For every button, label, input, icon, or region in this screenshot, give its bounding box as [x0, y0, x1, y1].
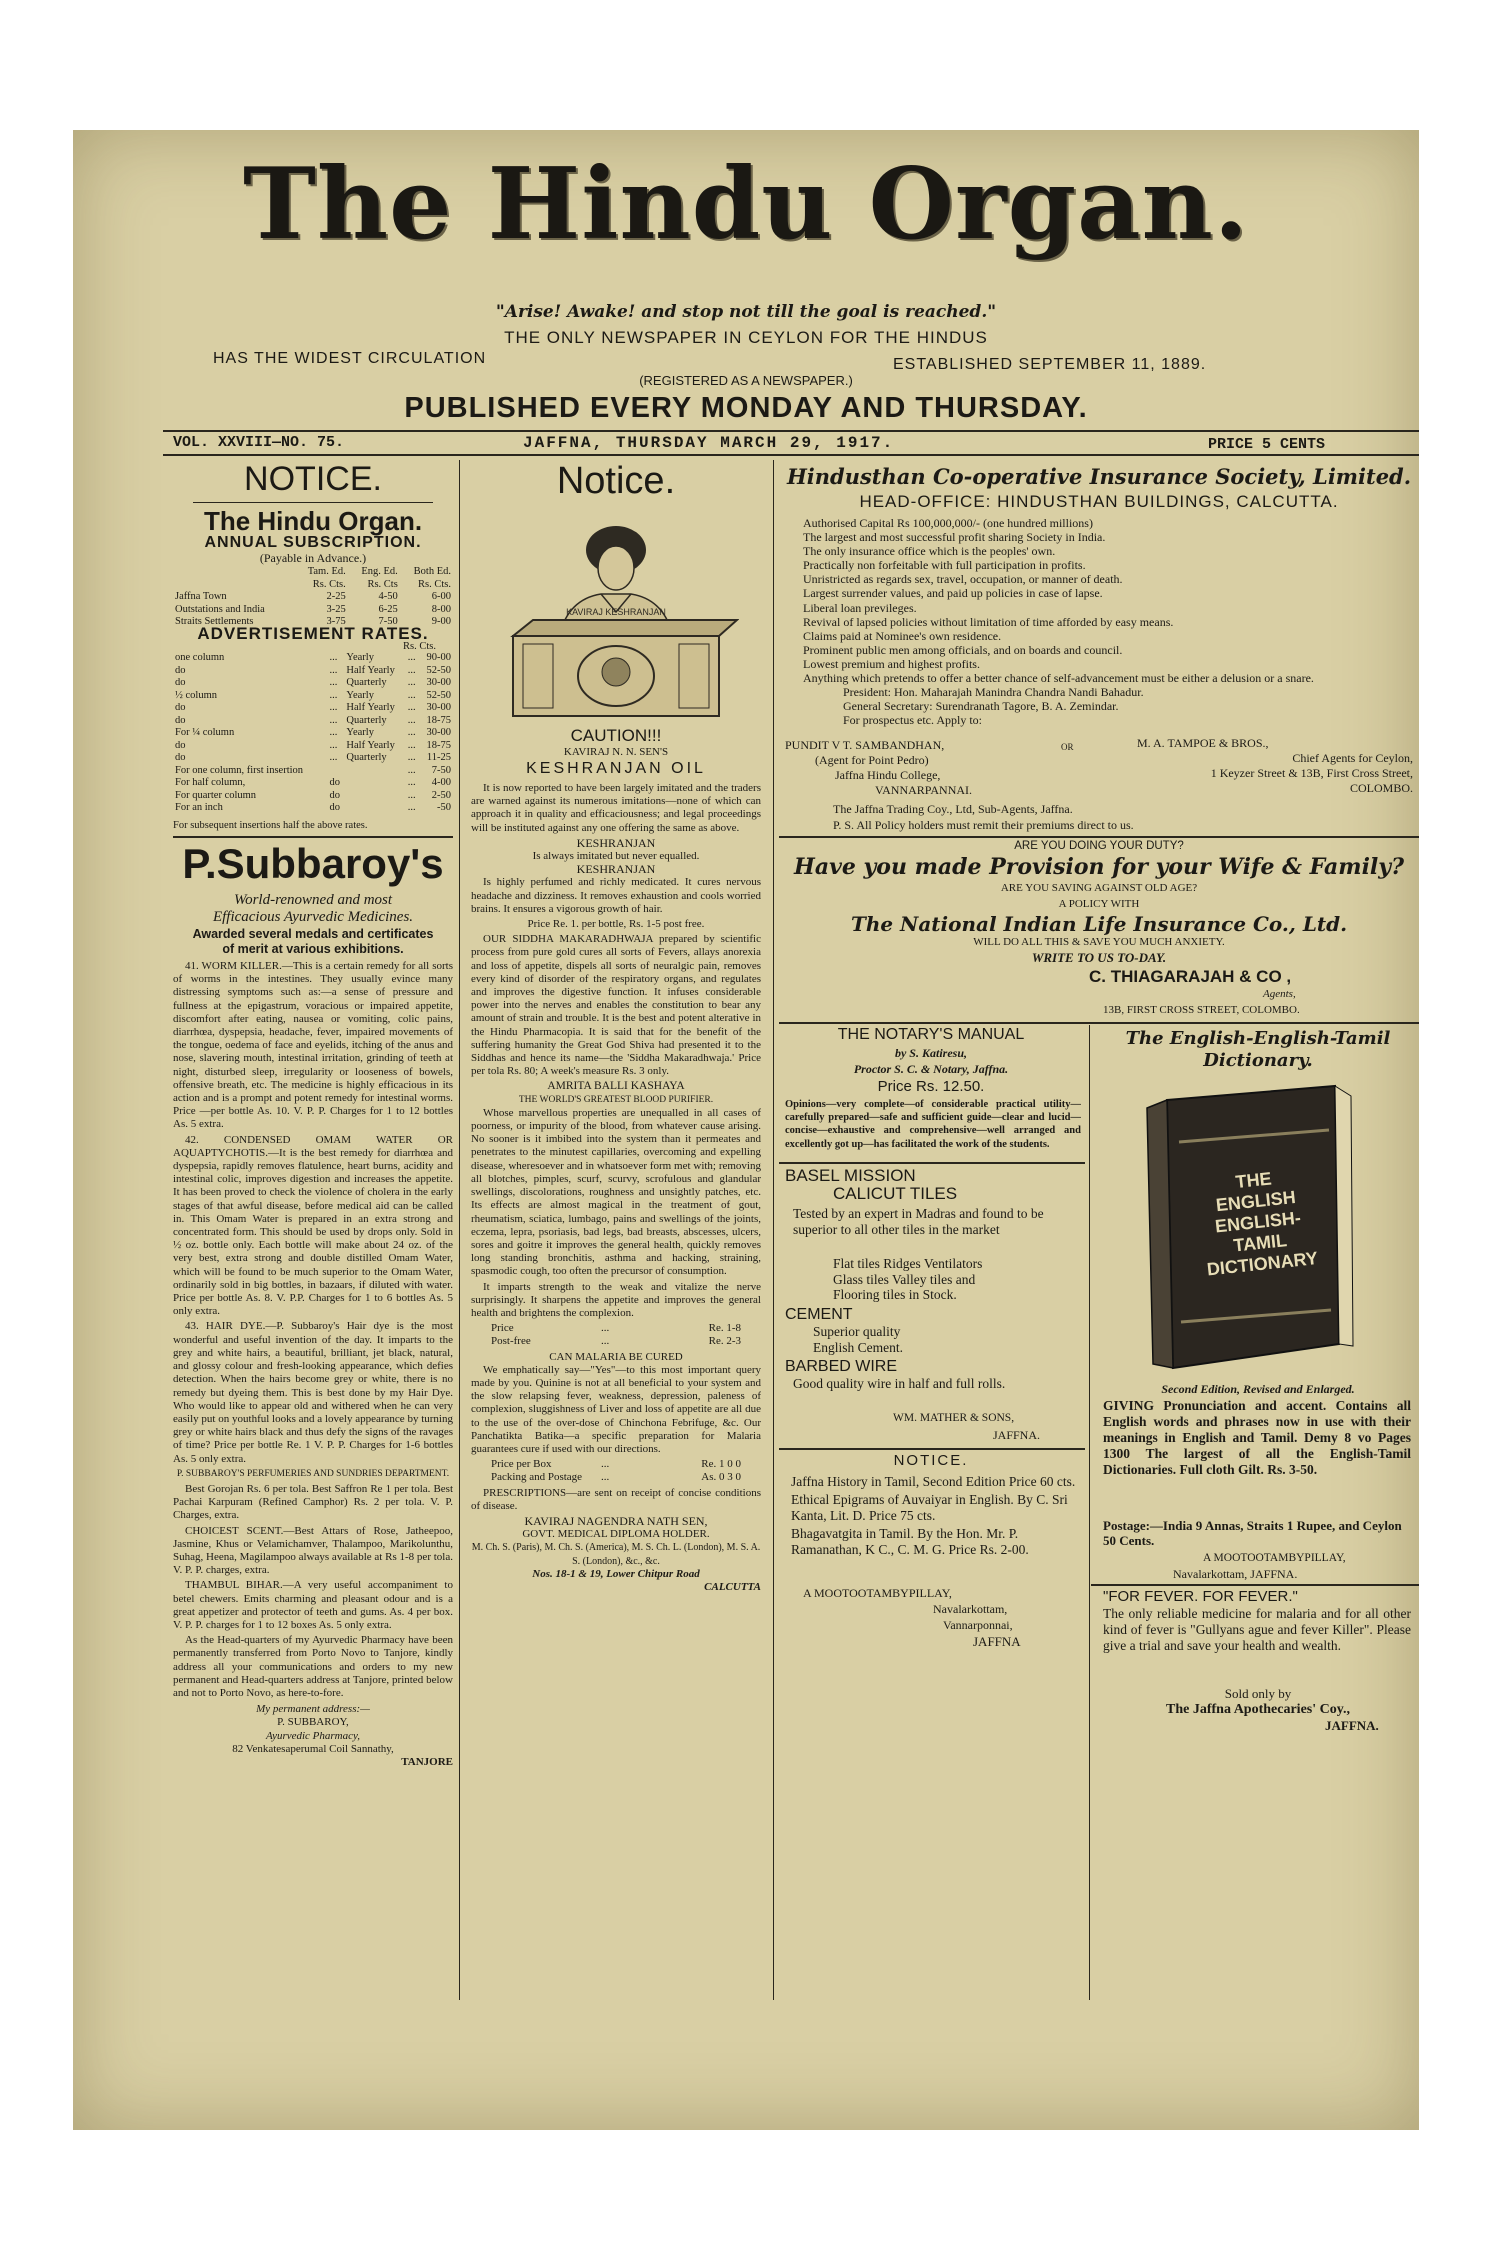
book-cover-word: DICTIONARY: [1205, 1248, 1319, 1280]
newspaper-page: [73, 130, 1419, 2130]
feature-line: Lowest premium and highest profits.: [803, 656, 980, 671]
table-cell: 18-75: [426, 714, 451, 726]
table-cell: one column: [175, 652, 225, 663]
table-cell: 30-00: [426, 677, 451, 688]
table-cell: Straits Settlements: [175, 616, 254, 627]
table-cell: ...: [407, 739, 416, 751]
table-cell: 52-50: [426, 664, 451, 676]
notary-title: THE NOTARY'S MANUAL: [837, 1026, 1025, 1043]
table-cell: 4-50: [378, 591, 398, 602]
notary-role: Proctor S. C. & Notary, Jaffna.: [853, 1062, 1009, 1076]
signature: KAVIRAJ NAGENDRA NATH SEN,: [524, 1513, 708, 1528]
notice3-sign: JAFFNA: [973, 1634, 1021, 1649]
paragraph: THAMBUL BIHAR.—A very useful accompaniment to betel chewers. Emits charming and pleasant odour and is a great appetizer and protector of teeth and gums. As. 4 per box. V. P. P. charges for 1 to 12 boxes As. 5 only extra.: [173, 1579, 453, 1631]
table-cell: ...: [407, 777, 416, 788]
table-cell: ...: [329, 664, 338, 676]
book-list: [791, 1474, 1081, 1560]
table-cell: Tam. Ed.: [307, 566, 346, 577]
agent-line: PUNDIT V T. SAMBANDHAN,: [785, 738, 945, 752]
fever-city: JAFFNA.: [1325, 1718, 1379, 1733]
advertisement-table: [173, 652, 453, 815]
table-cell: [344, 777, 405, 790]
price-line: Price Re. 1. per bottle, Rs. 1-5 post free.: [527, 918, 705, 931]
thiagarajah: C. THIAGARAJAH & CO ,: [1089, 967, 1292, 986]
table-cell: Quarterly: [346, 752, 387, 763]
table-cell: do: [175, 664, 186, 676]
address-name: P. SUBBAROY,: [277, 1716, 349, 1729]
payable-note: (Payable in Advance.): [259, 551, 367, 565]
agent-line: Jaffna Hindu College,: [835, 768, 941, 782]
table-cell: ...: [407, 727, 416, 738]
rate-row: [173, 677, 453, 690]
mather-sign: WM. MATHER & SONS,: [893, 1412, 1015, 1424]
product: KESHRANJAN OIL: [526, 760, 706, 777]
agents-label: Agents,: [1263, 988, 1296, 1000]
table-cell: Both Ed.: [413, 566, 451, 577]
subbaroy-line1: World-renowned and most: [233, 892, 393, 908]
book-cover-word: THE: [1234, 1168, 1273, 1193]
notice3-sign: A MOOTOOTAMBYPILLAY,: [803, 1586, 952, 1600]
table-cell: do: [175, 714, 186, 726]
dateline-rule: [163, 454, 1419, 456]
table-cell: ...: [407, 764, 416, 776]
table-cell: For half column,: [175, 777, 246, 788]
rate-row: [173, 715, 453, 728]
table-cell: 18-75: [426, 739, 451, 751]
price-cell: Post-free: [491, 1335, 531, 1348]
table-cell: 2-50: [431, 789, 451, 801]
paragraph: CHOICEST SCENT.—Best Attars of Rose, Jatheepoo, Jasmine, Khus or Velamichamver, Thalampoo, Marikolunthu, Suhag, Heena, Magilampoo always available at Rs 1-8 per tola. V. P. P. charges, extra.: [173, 1524, 453, 1577]
notary-opinions: Opinions—very complete—of considerable practical utility—carefully prepared—safe and sufficient guide—clear and lucid—concise—exhaustive and comprehensive—well arranged and excellently got up—has facilitated the work of the students.: [785, 1099, 1081, 1150]
rate-row: [173, 802, 453, 815]
paragraph: PRESCRIPTIONS—are sent on receipt of concise conditions of disease.: [471, 1486, 761, 1512]
dictionary-postage: Postage:—India 9 Annas, Straits 1 Rupee, and Ceylon 50 Cents.: [1103, 1518, 1402, 1548]
table-cell: [327, 765, 344, 778]
paragraph: It is now reported to have been largely imitated and the traders are warned against its numerous imitations—none of which can approach it in quality and efficaciousness; and legal proceedings will be instituted against any one offering the same as above.: [471, 782, 761, 834]
dictionary-sign: Navalarkottam, JAFFNA.: [1173, 1567, 1298, 1581]
fever-text: The only reliable medicine for malaria and for all other kind of fever is "Gullyans ague and fever Killer". Please give a trial and save your health and wealth.: [1103, 1606, 1411, 1653]
paragraph: 42. CONDENSED OMAM WATER OR AQUAPTYCHOTIS.—It is the best remedy for diarrhœa and dyspepsia, rapidly removes flatulence, heart burns, acidity and intestinal colic, improves digestion and increases the appetite. It has been proved to check the violence of cholera in the early stages of that awful disease, before medical aid can be called in. This Omam Water is prepared in an extra strong and concentrated form. This should be used by drops only. Sold in ½ oz. bottle only. Each bottle will make about 24 oz. of the very best, extra strong and double distilled Omam Water, which will be found to be much superior to the Omam Water, ordinarily sold in big bottles, in bazaars, if diluted with water. Price per bottle As. 8. V. P.P. Charges for 1 to 6 bottles As. 5 only extra.: [173, 1133, 453, 1318]
table-cell: 7-50: [431, 764, 451, 776]
cement-text: [813, 1324, 903, 1355]
feature-line: Claims paid at Nominee's own residence.: [803, 628, 1002, 643]
insurance-title: Hindusthan Co-operative Insurance Society, Limited.: [786, 464, 1412, 489]
price-cell: Re. 1 0 0: [701, 1458, 741, 1471]
price-row: [471, 1322, 761, 1335]
feature-line: The only insurance office which is the peoples' own.: [803, 544, 1056, 559]
tile-list: [833, 1256, 1083, 1303]
table-cell: 3-25: [326, 603, 346, 615]
agent-line: (Agent for Point Pedro): [815, 753, 929, 767]
rate-row: [173, 727, 453, 740]
price-cell: ...: [601, 1335, 610, 1348]
table-cell: ...: [329, 689, 338, 701]
paragraph: Is highly perfumed and richly medicated. It cures nervous headache and dizziness. It removes exhaustion and cools worried brains. It ensures a vigorous growth of hair.: [471, 876, 761, 915]
subbaroy-line3: Awarded several medals and certificates: [192, 927, 434, 941]
subscription-header-row: [173, 566, 453, 579]
price-cell: Re. 2-3: [708, 1335, 741, 1348]
wire-text: Good quality wire in half and full rolls.: [793, 1376, 1006, 1391]
cement-line: English Cement.: [813, 1339, 903, 1355]
table-cell: 8-00: [431, 603, 451, 615]
feature-line: General Secretary: Surendranath Tagore, B. A. Zemindar.: [843, 699, 1119, 714]
basel-sub: CALICUT TILES: [833, 1184, 958, 1203]
feature-line: Practically non forfeitable with full participation in profits.: [803, 558, 1086, 573]
signature: CALCUTTA: [704, 1580, 761, 1593]
feature-line: Unristricted as regards sex, travel, occupation, or manner of death.: [803, 572, 1123, 587]
established: ESTABLISHED SEPTEMBER 11, 1889.: [893, 356, 1207, 373]
write-line: WRITE TO US TO-DAY.: [1031, 950, 1167, 965]
kaviraj: KAVIRAJ N. N. SEN'S: [563, 746, 669, 758]
dictionary-title: The English-English-Tamil Dictionary.: [1125, 1028, 1391, 1071]
anxiety-line: WILL DO ALL THIS & SAVE YOU MUCH ANXIETY.: [973, 936, 1225, 948]
table-cell: ...: [329, 752, 338, 763]
rate-row: [173, 740, 453, 753]
price-cell: Price: [491, 1322, 514, 1335]
price-cell: Price per Box: [491, 1458, 552, 1471]
subscription-header-row: [173, 579, 453, 592]
masthead-title: The Hindu Organ.: [242, 147, 1249, 262]
rule: [779, 836, 1419, 838]
table-cell: For an inch: [175, 802, 223, 813]
table-cell: 3-75: [326, 616, 346, 627]
paragraph: 41. WORM KILLER.—This is a certain remedy for all sorts of worms in the intestines. They usually evince many distressing symptoms such as:—a sense of pressure and fullness at the epigastrum, voracious or impaired appetite, discomfort after eating, nausea or vomiting, colic pains, diarrhœa, dyspepsia, headache, fever, impaired movements of the tongue, oedema of face and eyelids, itching of the anus and nose, slavering mouth, intestinal irritation, grinding of teeth at night, disturbed sleep, irregularity or looseness of bowels, offensive breath, etc. The medicine is highly efficacious in its action and is a prompt and potent remedy for intestinal worms. Price —per bottle As. 10. V. P. P. Charges for 1 to 12 bottles As. 5 extra.: [173, 960, 453, 1131]
subbaroy-line2: Efficacious Ayurvedic Medicines.: [212, 909, 414, 925]
column-rule-2: [773, 460, 774, 2000]
dateline: JAFFNA, THURSDAY MARCH 29, 1917.: [523, 434, 895, 452]
adv-unit: Rs. Cts.: [403, 641, 436, 652]
agent-left: [785, 738, 1045, 798]
table-cell: ...: [407, 689, 416, 701]
table-cell: 30-00: [426, 727, 451, 738]
subbaroy-name: P.Subbaroy's: [182, 840, 444, 887]
table-cell: [344, 790, 405, 803]
price-cell: ...: [601, 1471, 610, 1484]
subhead: KESHRANJAN: [576, 862, 656, 877]
rate-row: [173, 752, 453, 765]
tagline: THE ONLY NEWSPAPER IN CEYLON FOR THE HINDUS: [504, 328, 988, 347]
feature-line: Authorised Capital Rs 100,000,000/- (one hundred millions): [803, 516, 1093, 530]
dictionary-text: GIVING Pronunciation and accent. Contains all English words and phrases now in use with their meanings in English and Tamil. Demy 8 vo Pages 1300 The largest of all the English-Tamil Dictionaries. Full cloth Gilt. Rs. 3-50.: [1103, 1398, 1411, 1477]
agent-right: [1113, 736, 1413, 796]
signature: M. Ch. S. (Paris), M. Ch. S. (America), M. S. Ch. L. (London), M. S. A. S. (London), &c., &c.: [471, 1542, 761, 1567]
table-cell: ½ column: [175, 689, 217, 701]
table-cell: ...: [407, 752, 416, 763]
feature-line: For prospectus etc. Apply to:: [843, 713, 982, 728]
table-cell: Yearly: [346, 689, 374, 701]
fever-by: The Jaffna Apothecaries' Coy.,: [1166, 1702, 1350, 1717]
table-cell: do: [175, 739, 186, 751]
price-row: [471, 1458, 761, 1471]
table-cell: For quarter column: [175, 789, 257, 801]
feature-line: Liberal loan previleges.: [803, 600, 917, 615]
keshranjan-body: [471, 782, 761, 2007]
agent-address: 13B, FIRST CROSS STREET, COLOMBO.: [1103, 1004, 1300, 1016]
cement-line: Superior quality: [813, 1324, 901, 1339]
circulation: HAS THE WIDEST CIRCULATION: [213, 350, 487, 367]
caution: CAUTION!!!: [570, 726, 662, 745]
table-cell: Half Yearly: [346, 664, 395, 676]
tile-item: Flooring tiles in Stock.: [833, 1287, 957, 1302]
feature-line: Revival of lapsed policies without limitation of time afforded by easy means.: [803, 614, 1174, 629]
table-cell: ...: [329, 739, 338, 751]
table-cell: [173, 579, 294, 592]
tile-item: Flat tiles Ridges Ventilators: [833, 1256, 983, 1271]
paragraph: Best Gorojan Rs. 6 per tola. Best Saffron Re 1 per tola. Best Pachai Karpuram (Refined Camphor) Rs. 2 per tola. V. P. Charges, extra.: [173, 1482, 453, 1522]
table-cell: 4-00: [431, 777, 451, 788]
price: PRICE 5 CENTS: [1208, 436, 1326, 453]
table-cell: do: [175, 677, 186, 688]
national-insurance-name: The National Indian Life Insurance Co., Ltd.: [850, 912, 1348, 936]
book-item: Jaffna History in Tamil, Second Edition Price 60 cts.: [791, 1474, 1076, 1489]
motto: "Arise! Awake! and stop not till the goal is reached.": [495, 302, 997, 322]
paper-name: The Hindu Organ.: [203, 506, 423, 536]
rate-row: [173, 652, 453, 665]
box-label: KAVIRAJ KESHRANJAN: [566, 607, 666, 617]
paragraph: Whose marvellous properties are unequalled in all cases of poorness, or impurity of the blood, from whatever cause arising. No sooner is it imbibed into the system than it permeates and penetrates to the minutest capillaries, overcoming and expelling disease, wheresoever and in whatsoever form met with; removing all blotches, pimples, scurf, scurvy, scrofulous and glandular swellings, discolorations, roughness and unsightly patches, etc. Its effects are almost magical in the treatment of gout, rheumatism, sciatica, lumbago, pains and swellings of the joints, eczema, lepra, psoriasis, bad legs, bad breasts, abscesses, ulcers, sores and goitre it improves the general health, quickly removes long standing bronchitis, asthma and hacking, straining, spasmodic cough, too often the precursor of consumption.: [471, 1106, 761, 1278]
dictionary-sign: A MOOTOOTAMBYPILLAY,: [1203, 1552, 1346, 1564]
feature-line: President: Hon. Maharajah Manindra Chandra Nandi Bahadur.: [843, 685, 1144, 700]
price-row: [471, 1335, 761, 1348]
paragraph: OUR SIDDHA MAKARADHWAJA prepared by scientific process from pure gold cures all sorts of Fevers, allays anorexia and loss of appetite, dispels all sorts of neuralgic pain, removes every kind of disorder of the respiratory organs, and regulates and improves the digestive function. It infuses considerable power into the nerves and enables the constitution to bear any amount of strain and trouble. It is the best and potent alterative in the Hindu Pharmacopia. It is said that for the benefit of the suffering humanity the Great God Shiva had presented it to the Siddhas and hence its name—the 'Siddha Makaradhwaja.' Price per tola Rs. 80; A week's measure Rs. 3 only.: [471, 933, 761, 1078]
address-line: Ayurvedic Pharmacy,: [265, 1729, 361, 1742]
feature-line: The largest and most successful profit sharing Society in India.: [803, 530, 1106, 545]
table-cell: 9-00: [431, 616, 451, 627]
table-cell: ...: [329, 652, 338, 663]
table-cell: 7-50: [378, 616, 398, 627]
table-cell: ...: [407, 702, 416, 713]
column-rule-3: [1089, 1025, 1090, 2000]
rate-row: [173, 777, 453, 790]
notice3-sign: Vannarponnai,: [943, 1618, 1013, 1632]
table-cell: Yearly: [346, 727, 374, 738]
table-cell: Eng. Ed.: [361, 566, 398, 577]
table-cell: 6-00: [431, 591, 451, 602]
table-cell: do: [175, 702, 186, 713]
table-cell: ...: [407, 714, 416, 726]
table-cell: 30-00: [426, 702, 451, 713]
book-cover-word: ENGLISH-: [1214, 1207, 1302, 1237]
table-cell: Rs. Cts.: [418, 578, 451, 590]
table-cell: 2-25: [326, 591, 346, 602]
rule: [779, 1162, 1085, 1164]
subscription-table: [173, 566, 453, 629]
book-cover-word: TAMIL: [1232, 1230, 1288, 1256]
insurance-features: [803, 516, 1403, 727]
duty-question: ARE YOU DOING YOUR DUTY?: [1014, 840, 1184, 852]
rate-row: [173, 665, 453, 678]
advertisement-title: ADVERTISEMENT RATES.: [197, 624, 429, 643]
registered: (REGISTERED AS A NEWSPAPER.): [639, 373, 853, 388]
table-cell: ...: [407, 652, 416, 663]
rule: [1091, 1584, 1419, 1586]
table-cell: ...: [407, 664, 416, 676]
feature-line: Anything which pretends to offer a better chance of self-advancement must be either a delusion or a snare.: [803, 671, 1314, 686]
rule: [193, 502, 433, 503]
address-city: TANJORE: [401, 1755, 453, 1768]
notary-author: by S. Katiresu,: [894, 1046, 967, 1060]
paragraph: As the Head-quarters of my Ayurvedic Pharmacy have been permanently transferred from Porto Novo to Tanjore, kindly address all your communications and orders to my new permanent and Head-quarters address at Tanjore, printed below and not to Porto Novo, as here-to-fore.: [173, 1634, 453, 1699]
price-row: [471, 1471, 761, 1484]
paragraph: It imparts strength to the weak and vitalize the nerve surprisingly. It sharpens the appetite and improves the general health and brightens the complexion.: [471, 1280, 761, 1319]
subscription-row: [173, 604, 453, 617]
subline: THE WORLD'S GREATEST BLOOD PURIFIER.: [518, 1094, 714, 1105]
provision-heading: Have you made Provision for your Wife & Family?: [794, 854, 1404, 880]
postscript: P. S. All Policy holders must remit their premiums direct to us.: [833, 818, 1134, 832]
publication-days: PUBLISHED EVERY MONDAY AND THURSDAY.: [404, 392, 1088, 424]
notice-heading: NOTICE.: [244, 460, 382, 498]
price-cell: ...: [601, 1458, 610, 1471]
volume: VOL. XXVIII—NO. 75.: [173, 434, 345, 451]
subscription-title: ANNUAL SUBSCRIPTION.: [204, 534, 422, 551]
book-item: Ethical Epigrams of Auvaiyar in English. By C. Sri Kanta, Lit. D. Price 75 cts.: [791, 1492, 1068, 1523]
table-cell: Half Yearly: [346, 739, 395, 751]
fever-sold: Sold only by: [1224, 1686, 1292, 1701]
basel-title: BASEL MISSION: [785, 1166, 916, 1185]
table-cell: ...: [407, 789, 416, 801]
agent-line: 1 Keyzer Street & 13B, First Cross Street,: [1210, 766, 1413, 780]
table-cell: 11-25: [426, 752, 451, 763]
table-cell: Rs. Cts.: [312, 578, 346, 590]
rule: [779, 1448, 1085, 1450]
rule: [173, 836, 453, 838]
price-cell: Packing and Postage: [491, 1471, 583, 1484]
notice3-title: NOTICE.: [893, 1452, 969, 1469]
policy-with: A POLICY WITH: [1058, 898, 1140, 910]
feature-line: Prominent public men among officials, and on boards and council.: [803, 642, 1123, 657]
table-cell: For one column, first insertion: [175, 764, 304, 776]
table-cell: [344, 802, 405, 815]
price-cell: Re. 1-8: [708, 1322, 741, 1335]
table-cell: Yearly: [346, 652, 374, 663]
agent-line: M. A. TAMPOE & BROS.,: [1137, 736, 1269, 750]
price-list: [471, 1458, 761, 1484]
column-rule-1: [459, 460, 460, 2000]
book-item: Bhagavatgita in Tamil. By the Hon. Mr. P. Ramanathan, K C., C. M. G. Price Rs. 2-00.: [791, 1526, 1029, 1557]
table-cell: 6-25: [378, 603, 398, 615]
table-cell: do: [329, 802, 340, 813]
mather-city: JAFFNA.: [993, 1428, 1041, 1442]
agent-line: VANNARPANNAI.: [875, 783, 973, 797]
subhead: AMRITA BALLI KASHAYA: [547, 1080, 685, 1093]
old-age-question: ARE YOU SAVING AGAINST OLD AGE?: [1000, 882, 1198, 894]
table-cell: [173, 566, 294, 579]
table-cell: 52-50: [426, 689, 451, 701]
notary-price: Price Rs. 12.50.: [877, 1078, 985, 1095]
table-cell: ...: [329, 702, 338, 713]
price-cell: As. 0 3 0: [701, 1471, 741, 1484]
table-cell: do: [175, 752, 186, 763]
table-cell: Quarterly: [346, 677, 387, 688]
address-line: 82 Venkatesaperumal Coil Sannathy,: [232, 1742, 394, 1755]
table-cell: Quarterly: [346, 714, 387, 726]
tile-item: Glass tiles Valley tiles and: [833, 1271, 976, 1287]
masthead-rule: [163, 430, 1419, 432]
table-cell: Rs. Cts: [367, 578, 398, 590]
rate-row: [173, 765, 453, 778]
adv-note: For subsequent insertions half the above rates.: [173, 820, 368, 831]
agent-line: Chief Agents for Ceylon,: [1292, 751, 1413, 765]
table-cell: 90-00: [426, 652, 451, 663]
paragraph: We emphatically say—"Yes"—to this most important query made by you. Quinine is not at all beneficial to your system and the slow relapsing fever, weakness, depression, paleness of complexion, sluggishness of Liver and loss of appetite are all due to the use of the over-dose of Chinchona Febrifuge, &c. Our Panchatikta Batika—a specific preparation for Malaria guarantees cure if used with our directions.: [471, 1363, 761, 1455]
book-cover-word: ENGLISH: [1214, 1186, 1297, 1216]
basel-text: Tested by an expert in Madras and found to be superior to all other tiles in the market: [793, 1206, 1044, 1237]
subbaroy-body: [173, 960, 453, 2000]
subscription-row: [173, 591, 453, 604]
table-cell: Jaffna Town: [175, 591, 227, 602]
notice-heading-2: Notice.: [556, 460, 676, 502]
feature-line: Largest surrender values, and paid up policies in case of lapse.: [803, 586, 1103, 601]
or-label: OR: [1061, 742, 1074, 752]
subbaroy-line4: of merit at various exhibitions.: [222, 942, 404, 956]
table-cell: [344, 765, 405, 778]
signature: Nos. 18-1 & 19, Lower Chitpur Road: [532, 1567, 700, 1580]
rate-row: [173, 702, 453, 715]
table-cell: For ¼ column: [175, 727, 235, 738]
price-list: [471, 1322, 761, 1348]
table-cell: Outstations and India: [175, 603, 265, 615]
table-cell: do: [329, 789, 340, 801]
table-cell: ...: [329, 714, 338, 726]
rule: [779, 1022, 1419, 1024]
fever-title: "FOR FEVER. FOR FEVER.": [1103, 1588, 1298, 1605]
sub-agents: The Jaffna Trading Coy., Ltd, Sub-Agents, Jaffna.: [833, 802, 1073, 816]
table-cell: ...: [407, 802, 416, 813]
subhead: KESHRANJAN: [576, 835, 656, 850]
subhead: CAN MALARIA BE CURED: [549, 1350, 683, 1363]
signature: GOVT. MEDICAL DIPLOMA HOLDER.: [522, 1528, 710, 1541]
subline: Is always imitated but never equalled.: [532, 850, 700, 863]
table-cell: do: [329, 777, 340, 788]
agent-line: COLOMBO.: [1349, 781, 1413, 795]
table-cell: Half Yearly: [346, 702, 395, 713]
table-cell: ...: [329, 727, 338, 738]
book-cover-text: [1178, 1162, 1338, 1282]
table-cell: -50: [437, 802, 451, 813]
cement-title: CEMENT: [785, 1306, 853, 1323]
address-label: My permanent address:—: [256, 1703, 370, 1716]
paragraph: 43. HAIR DYE.—P. Subbaroy's Hair dye is the most wonderful and useful invention of the day. It imparts to the grey and white hairs, a beautiful, brilliant, jet black, natural, and glossy colour and fresh-looking appearance, which defies detection. When the hairs become grey or white, there is no remedy but dyeing them. This is best done by my Hair Dye. Who would like to appear old and withered when he can very easily put on youthful looks and a lovely appearance by turning grey or white hairs black and thus defy the signs of the ravages of time? Price per bottle Re. 1 V. P. P. Charges for 1-6 bottles As. 5 only extra.: [173, 1320, 453, 1465]
wire-title: BARBED WIRE: [785, 1358, 898, 1375]
dictionary-edition: Second Edition, Revised and Enlarged.: [1161, 1382, 1355, 1396]
dept-heading: P. SUBBAROY'S PERFUMERIES AND SUNDRIES DEPARTMENT.: [176, 1468, 450, 1479]
insurance-head: HEAD-OFFICE: HINDUSTHAN BUILDINGS, CALCUTTA.: [859, 492, 1339, 511]
table-cell: ...: [407, 677, 416, 688]
table-cell: ...: [329, 677, 338, 688]
notice3-sign: Navalarkottam,: [933, 1602, 1008, 1616]
rate-row: [173, 790, 453, 803]
rate-row: [173, 690, 453, 703]
price-cell: ...: [601, 1322, 610, 1335]
